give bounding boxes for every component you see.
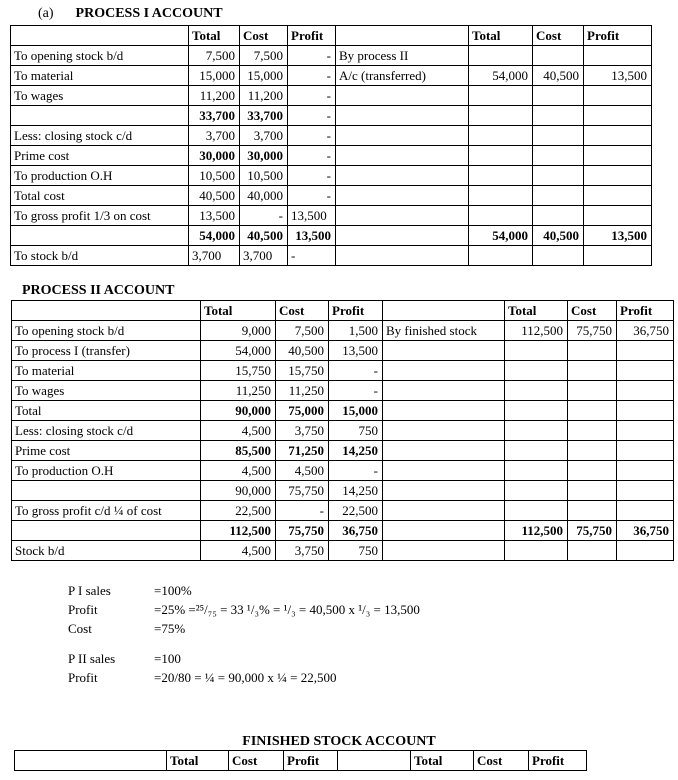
table-cell: 3,700 <box>240 126 288 146</box>
column-header: Cost <box>568 301 617 321</box>
table-row <box>11 186 652 206</box>
table-cell: 10,500 <box>189 166 240 186</box>
table-cell: - <box>288 146 336 166</box>
table-cell: - <box>288 166 336 186</box>
table-cell <box>505 461 568 481</box>
note-label: P II sales <box>68 651 116 666</box>
table-cell <box>568 541 617 561</box>
column-header <box>12 301 201 321</box>
column-header <box>11 26 189 46</box>
column-header: Total <box>505 301 568 321</box>
table-cell <box>568 461 617 481</box>
table-cell: 1,500 <box>329 321 383 341</box>
table-cell <box>383 401 505 421</box>
table-cell <box>617 441 674 461</box>
table-cell <box>505 361 568 381</box>
column-header: Profit <box>284 751 338 771</box>
note-line <box>68 668 420 687</box>
table-cell <box>12 481 201 501</box>
column-header: Profit <box>288 26 336 46</box>
table-cell: 750 <box>329 421 383 441</box>
table-cell: 3,750 <box>276 541 329 561</box>
table-cell: 3,700 <box>189 246 240 266</box>
title-text: PROCESS I ACCOUNT <box>75 6 223 21</box>
table-cell <box>505 481 568 501</box>
table-cell <box>533 146 584 166</box>
table-cell: 112,500 <box>505 321 568 341</box>
table-cell: To material <box>11 66 189 86</box>
column-header <box>15 751 167 771</box>
table-cell: Total cost <box>11 186 189 206</box>
table-cell: 90,000 <box>201 401 276 421</box>
table-cell: 11,200 <box>240 86 288 106</box>
table-cell <box>533 106 584 126</box>
table-cell <box>469 246 533 266</box>
header-row <box>15 751 587 771</box>
table-cell: 54,000 <box>189 226 240 246</box>
table-cell: 4,500 <box>201 461 276 481</box>
table-row <box>11 146 652 166</box>
table-cell: 75,750 <box>568 521 617 541</box>
table-cell <box>469 186 533 206</box>
table-cell <box>505 421 568 441</box>
table-row <box>11 246 652 266</box>
table-cell <box>568 341 617 361</box>
table-cell <box>383 501 505 521</box>
table-cell: 7,500 <box>240 46 288 66</box>
table-cell <box>568 361 617 381</box>
table-cell: 13,500 <box>288 226 336 246</box>
table-cell <box>336 246 469 266</box>
table-cell: - <box>329 381 383 401</box>
table-cell: To gross profit c/d ¼ of cost <box>12 501 201 521</box>
table-cell: 3,700 <box>240 246 288 266</box>
table-cell <box>505 441 568 461</box>
table-cell: 3,750 <box>276 421 329 441</box>
note-line <box>68 649 420 668</box>
table-cell: - <box>276 501 329 521</box>
table-row <box>11 206 652 226</box>
table-cell <box>584 186 652 206</box>
table-cell <box>336 186 469 206</box>
table-cell: - <box>288 186 336 206</box>
table-row <box>11 106 652 126</box>
table-cell <box>469 166 533 186</box>
table-cell <box>469 126 533 146</box>
note-label: P I sales <box>68 583 111 598</box>
table-cell: To material <box>12 361 201 381</box>
table-cell: 11,200 <box>189 86 240 106</box>
table-cell <box>617 421 674 441</box>
table-cell <box>568 381 617 401</box>
table-cell: 33,700 <box>240 106 288 126</box>
column-header: Total <box>411 751 474 771</box>
process-1-account-title <box>38 6 223 22</box>
table-cell: To opening stock b/d <box>12 321 201 341</box>
table-cell: 30,000 <box>240 146 288 166</box>
table-cell <box>11 106 189 126</box>
table-cell <box>383 541 505 561</box>
table-cell: 14,250 <box>329 441 383 461</box>
table-cell <box>568 481 617 501</box>
table-cell: To production O.H <box>11 166 189 186</box>
note-line <box>68 619 420 638</box>
table-cell: 40,500 <box>533 66 584 86</box>
table-cell <box>584 86 652 106</box>
table-cell <box>568 501 617 521</box>
table-row <box>11 46 652 66</box>
table-cell <box>568 401 617 421</box>
column-header: Profit <box>329 301 383 321</box>
table-cell: To wages <box>12 381 201 401</box>
table-cell <box>505 501 568 521</box>
table-cell <box>383 421 505 441</box>
table-cell: 40,500 <box>189 186 240 206</box>
table-cell <box>617 541 674 561</box>
table-cell <box>568 421 617 441</box>
table-cell <box>383 441 505 461</box>
process-1-account-table <box>10 25 652 266</box>
table-cell: 3,700 <box>189 126 240 146</box>
table-cell: - <box>288 246 336 266</box>
list-marker: (a) <box>38 6 54 21</box>
column-header <box>338 751 411 771</box>
table-cell: 13,500 <box>189 206 240 226</box>
table-cell: 13,500 <box>288 206 336 226</box>
table-cell <box>533 206 584 226</box>
table-cell <box>584 126 652 146</box>
note-label: Profit <box>68 602 98 617</box>
table-cell: 36,750 <box>617 521 674 541</box>
column-header: Cost <box>276 301 329 321</box>
table-row <box>12 341 674 361</box>
table-cell: - <box>329 461 383 481</box>
table-cell <box>383 521 505 541</box>
table-cell: Prime cost <box>11 146 189 166</box>
table-row <box>12 421 674 441</box>
column-header: Cost <box>533 26 584 46</box>
finished-stock-account-table <box>14 750 587 771</box>
table-row <box>12 541 674 561</box>
table-cell <box>505 541 568 561</box>
table-cell: 11,250 <box>276 381 329 401</box>
header-row <box>11 26 652 46</box>
table-row <box>12 461 674 481</box>
table-cell: 54,000 <box>201 341 276 361</box>
table-cell <box>469 206 533 226</box>
note-label: Profit <box>68 670 98 685</box>
table-cell: - <box>288 86 336 106</box>
table-cell: Less: closing stock c/d <box>11 126 189 146</box>
table-cell: To production O.H <box>12 461 201 481</box>
table-cell <box>383 461 505 481</box>
table-cell: 4,500 <box>276 461 329 481</box>
table-cell <box>336 146 469 166</box>
table-cell <box>617 381 674 401</box>
table-cell: - <box>288 46 336 66</box>
table-row <box>12 481 674 501</box>
column-header: Profit <box>584 26 652 46</box>
table-cell: 40,500 <box>240 226 288 246</box>
table-row <box>12 501 674 521</box>
table-cell: A/c (transferred) <box>336 66 469 86</box>
table-cell: 22,500 <box>329 501 383 521</box>
column-header <box>336 26 469 46</box>
table-cell <box>505 341 568 361</box>
table-cell: - <box>288 126 336 146</box>
table-cell <box>617 501 674 521</box>
table-cell: 54,000 <box>469 66 533 86</box>
table-cell: 11,250 <box>201 381 276 401</box>
column-header: Profit <box>617 301 674 321</box>
table-cell: 15,000 <box>189 66 240 86</box>
table-cell <box>617 401 674 421</box>
table-cell: 112,500 <box>505 521 568 541</box>
table-cell: - <box>240 206 288 226</box>
table-cell: 75,750 <box>276 521 329 541</box>
table-cell <box>584 146 652 166</box>
table-row <box>12 321 674 341</box>
table-cell <box>336 86 469 106</box>
process-2-account-title: PROCESS II ACCOUNT <box>22 283 175 298</box>
table-cell <box>505 381 568 401</box>
column-header: Total <box>167 751 229 771</box>
note-value: =100% <box>154 583 192 598</box>
table-cell: 36,750 <box>617 321 674 341</box>
table-cell: 14,250 <box>329 481 383 501</box>
table-row <box>11 86 652 106</box>
table-cell: 13,500 <box>329 341 383 361</box>
table-cell: To gross profit 1/3 on cost <box>11 206 189 226</box>
table-cell <box>584 206 652 226</box>
table-row <box>11 166 652 186</box>
table-cell <box>12 521 201 541</box>
table-cell: 7,500 <box>189 46 240 66</box>
table-cell <box>11 226 189 246</box>
table-cell <box>383 381 505 401</box>
column-header: Cost <box>229 751 284 771</box>
table-cell <box>336 166 469 186</box>
table-row <box>12 401 674 421</box>
table-cell <box>336 126 469 146</box>
table-cell: - <box>288 66 336 86</box>
table-cell: 13,500 <box>584 66 652 86</box>
table-cell: 9,000 <box>201 321 276 341</box>
table-cell: 22,500 <box>201 501 276 521</box>
table-cell: By finished stock <box>383 321 505 341</box>
workings-notes <box>68 581 420 687</box>
table-cell: 10,500 <box>240 166 288 186</box>
table-cell: To wages <box>11 86 189 106</box>
table-cell: 40,000 <box>240 186 288 206</box>
table-cell: By process II <box>336 46 469 66</box>
column-header: Total <box>469 26 533 46</box>
table-cell <box>533 246 584 266</box>
table-cell: 75,000 <box>276 401 329 421</box>
table-cell: 4,500 <box>201 421 276 441</box>
table-cell: 90,000 <box>201 481 276 501</box>
table-cell: 33,700 <box>189 106 240 126</box>
table-cell: 15,000 <box>329 401 383 421</box>
table-cell <box>584 106 652 126</box>
finished-stock-account-title: FINISHED STOCK ACCOUNT <box>242 734 436 749</box>
table-cell: 40,500 <box>276 341 329 361</box>
table-cell: 54,000 <box>469 226 533 246</box>
table-cell <box>383 341 505 361</box>
table-cell <box>383 481 505 501</box>
table-cell: 75,750 <box>568 321 617 341</box>
table-cell: Total <box>12 401 201 421</box>
note-value: =75% <box>154 621 186 636</box>
table-cell <box>469 46 533 66</box>
table-cell: 112,500 <box>201 521 276 541</box>
table-cell <box>617 461 674 481</box>
table-cell <box>617 341 674 361</box>
table-row <box>11 66 652 86</box>
table-row <box>12 521 674 541</box>
table-row <box>11 126 652 146</box>
table-cell <box>617 481 674 501</box>
table-cell: Less: closing stock c/d <box>12 421 201 441</box>
table-cell <box>533 186 584 206</box>
table-cell: 15,750 <box>276 361 329 381</box>
note-line <box>68 581 420 600</box>
column-header: Profit <box>529 751 587 771</box>
table-cell: 75,750 <box>276 481 329 501</box>
table-cell <box>533 166 584 186</box>
table-cell <box>568 441 617 461</box>
table-cell: 4,500 <box>201 541 276 561</box>
note-value: =25% =²⁵/₇₅ = 33 ¹/₃% = ¹/₃ = 40,500 x ¹/₃ = 13,500 <box>154 602 420 617</box>
table-cell: 15,750 <box>201 361 276 381</box>
table-cell <box>584 46 652 66</box>
table-cell: - <box>329 361 383 381</box>
table-cell <box>336 206 469 226</box>
table-cell: 30,000 <box>189 146 240 166</box>
table-cell: To stock b/d <box>11 246 189 266</box>
table-cell <box>336 106 469 126</box>
table-cell: 71,250 <box>276 441 329 461</box>
table-cell: 36,750 <box>329 521 383 541</box>
table-cell: To process I (transfer) <box>12 341 201 361</box>
table-cell: - <box>288 106 336 126</box>
table-cell <box>533 86 584 106</box>
table-cell <box>383 361 505 381</box>
table-cell <box>617 361 674 381</box>
table-cell: 7,500 <box>276 321 329 341</box>
table-cell: Prime cost <box>12 441 201 461</box>
table-row <box>11 226 652 246</box>
table-cell: 15,000 <box>240 66 288 86</box>
table-cell: 40,500 <box>533 226 584 246</box>
table-cell: 750 <box>329 541 383 561</box>
table-cell <box>505 401 568 421</box>
table-cell <box>469 146 533 166</box>
table-cell: To opening stock b/d <box>11 46 189 66</box>
column-header: Cost <box>474 751 529 771</box>
column-header: Cost <box>240 26 288 46</box>
table-cell <box>533 46 584 66</box>
column-header: Total <box>189 26 240 46</box>
note-label: Cost <box>68 621 92 636</box>
table-row <box>12 441 674 461</box>
note-value: =20/80 = ¼ = 90,000 x ¼ = 22,500 <box>154 670 337 685</box>
table-cell: 85,500 <box>201 441 276 461</box>
table-cell <box>469 106 533 126</box>
process-2-account-table <box>11 300 674 561</box>
table-row <box>12 361 674 381</box>
note-value: =100 <box>154 651 181 666</box>
column-header: Total <box>201 301 276 321</box>
table-cell <box>584 246 652 266</box>
table-cell <box>336 226 469 246</box>
table-cell <box>533 126 584 146</box>
table-cell: Stock b/d <box>12 541 201 561</box>
table-cell <box>469 86 533 106</box>
table-cell <box>584 166 652 186</box>
column-header <box>383 301 505 321</box>
note-line <box>68 600 420 619</box>
table-cell: 13,500 <box>584 226 652 246</box>
spacer <box>68 638 420 649</box>
header-row <box>12 301 674 321</box>
table-row <box>12 381 674 401</box>
